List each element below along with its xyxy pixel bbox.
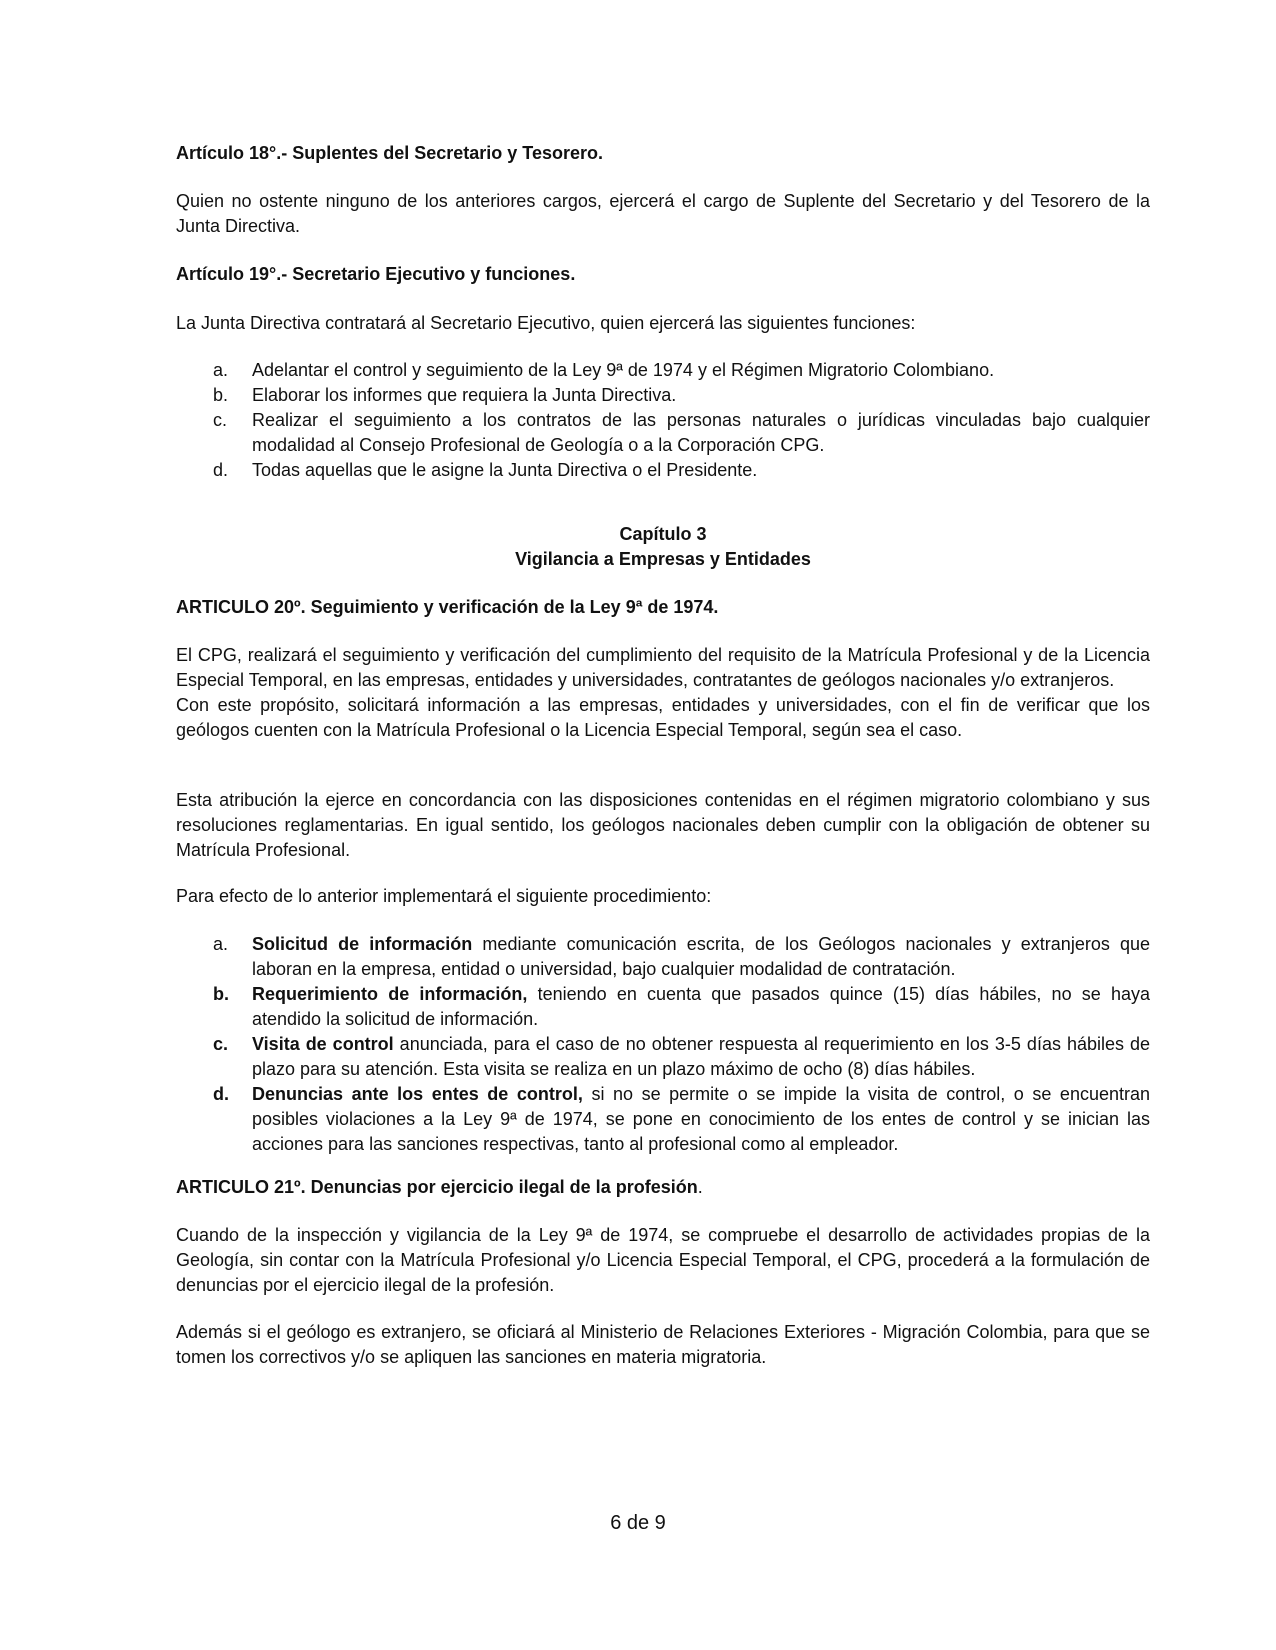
list-item-lead: Solicitud de información [252, 934, 473, 954]
article-21-p2-block [176, 1320, 1150, 1370]
list-item-lead: Visita de control [252, 1034, 394, 1054]
article-18-body: Quien no ostente ninguno de los anteriores cargos, ejercerá el cargo de Suplente del Secretario y del Tesorero de la Junta Directiva. [176, 191, 1150, 236]
list-item-text: Adelantar el control y seguimiento de la Ley 9ª de 1974 y el Régimen Migratorio Colombiano. [252, 360, 995, 380]
list-item [176, 932, 1150, 982]
article-21-paragraph-1: Cuando de la inspección y vigilancia de la Ley 9ª de 1974, se compruebe el desarrollo de actividades propias de la Geología, sin contar con la Matrícula Profesional y/o Licencia Especial Temporal, el CPG, procederá a la formulación de denuncias por el ejercicio ilegal de la profesión. [176, 1225, 1150, 1295]
list-item [176, 1032, 1150, 1082]
article-19-intro: La Junta Directiva contratará al Secretario Ejecutivo, quien ejercerá las siguientes funciones: [176, 313, 916, 333]
article-20-p4-block [176, 884, 1150, 909]
list-marker: a. [213, 934, 229, 954]
list-item [176, 383, 1150, 408]
article-20-paragraph-4: Para efecto de lo anterior implementará el siguiente procedimiento: [176, 886, 712, 906]
page-number: 6 de 9 [610, 1512, 666, 1534]
list-marker: c. [213, 410, 228, 430]
article-18-title: Artículo 18°.- Suplentes del Secretario y Tesorero. [176, 143, 603, 163]
list-item [176, 982, 1150, 1032]
list-item-text: mediante comunicación escrita, de los Geólogos nacionales y extranjeros que laboran en la empresa, entidad o universidad, bajo cualquier modalidad de contratación. [252, 934, 1151, 979]
list-item [176, 358, 1150, 383]
article-21 [176, 1175, 1150, 1200]
list-item-text: Elaborar los informes que requiera la Junta Directiva. [252, 385, 677, 405]
list-marker: b. [213, 984, 229, 1004]
article-20-title: ARTICULO 20º. Seguimiento y verificación de la Ley 9ª de 1974. [176, 597, 719, 617]
list-marker: a. [213, 360, 229, 380]
chapter-number: Capítulo 3 [619, 524, 707, 544]
list-item-text: anunciada, para el caso de no obtener respuesta al requerimiento en los 3-5 días hábiles de plazo para su atención. Esta visita se realiza en un plazo máximo de ocho (8) días hábiles. [252, 1034, 1150, 1079]
article-19 [176, 262, 1150, 287]
article-21-p1-block [176, 1223, 1150, 1298]
chapter-title: Vigilancia a Empresas y Entidades [515, 549, 811, 569]
list-item-text: teniendo en cuenta que pasados quince (15) días hábiles, no se haya atendido la solicitud de información. [252, 984, 1150, 1029]
article-21-title: ARTICULO 21º. Denuncias por ejercicio ilegal de la profesión [176, 1177, 698, 1197]
article-20-paragraph-3: Esta atribución la ejerce en concordancia con las disposiciones contenidas en el régimen migratorio colombiano y sus resoluciones reglamentarias. En igual sentido, los geólogos nacionales deben cumplir con la obligación de obtener su Matrícula Profesional. [176, 790, 1150, 860]
list-item [176, 1082, 1150, 1157]
article-21-paragraph-2: Además si el geólogo es extranjero, se oficiará al Ministerio de Relaciones Exteriores - Migración Colombia, para que se tomen los correctivos y/o se apliquen las sanciones en materia migratoria. [176, 1322, 1150, 1367]
article-21-title-end: . [697, 1177, 703, 1197]
chapter-heading [176, 522, 1150, 572]
article-20-body-block [176, 643, 1150, 743]
article-21-title-line [176, 1175, 1150, 1200]
article-20-paragraph-2: Con este propósito, solicitará información a las empresas, entidades y universidades, con el fin de verificar que los geólogos cuenten con la Matrícula Profesional o la Licencia Especial Temporal, según sea el caso. [176, 695, 1150, 740]
list-item-lead: Requerimiento de información, [252, 984, 528, 1004]
list-marker: d. [213, 460, 229, 480]
article-19-function-list [176, 358, 1150, 483]
article-18-body-block [176, 189, 1150, 239]
list-marker: c. [213, 1034, 229, 1054]
list-item [176, 408, 1150, 458]
article-19-intro-block [176, 311, 1150, 336]
article-18 [176, 141, 1150, 166]
article-20-paragraph-1: El CPG, realizará el seguimiento y verificación del cumplimiento del requisito de la Matrícula Profesional y de la Licencia Especial Temporal, en las empresas, entidades y universidades, contratantes de geólogos nacionales y/o extranjeros. [176, 645, 1150, 690]
article-19-list-block [176, 358, 1150, 483]
article-20-p3-block [176, 788, 1150, 863]
list-item-text: Todas aquellas que le asigne la Junta Directiva o el Presidente. [252, 460, 758, 480]
article-19-title: Artículo 19°.- Secretario Ejecutivo y funciones. [176, 264, 576, 284]
list-item-text: Realizar el seguimiento a los contratos de las personas naturales o jurídicas vinculadas bajo cualquier modalidad al Consejo Profesional de Geología o a la Corporación CPG. [252, 410, 1150, 455]
list-marker: b. [213, 385, 229, 405]
article-20 [176, 595, 1150, 620]
list-item [176, 458, 1150, 483]
list-item-lead: Denuncias ante los entes de control, [252, 1084, 583, 1104]
list-marker: d. [213, 1084, 229, 1104]
article-20-list-block [176, 932, 1150, 1157]
list-item-text: si no se permite o se impide la visita de control, o se encuentran posibles violaciones a la Ley 9ª de 1974, se pone en conocimiento de los entes de control y se inician las acciones para las sanciones respectivas, tanto al profesional como al empleador. [252, 1084, 1151, 1154]
procedure-list [176, 932, 1150, 1157]
